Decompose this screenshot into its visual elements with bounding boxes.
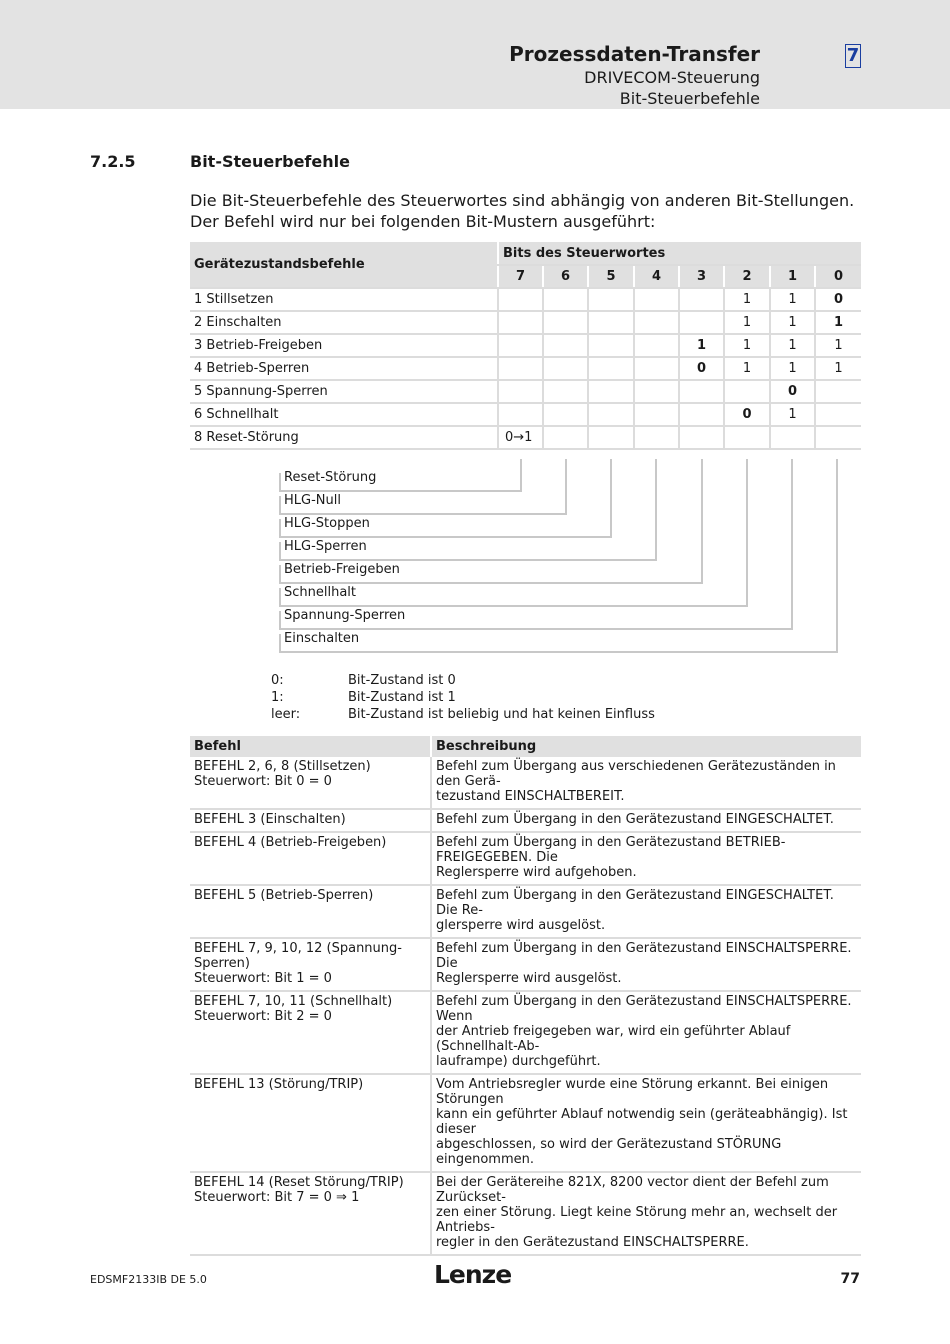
command-name: BEFEHL 3 (Einschalten) [190, 809, 431, 832]
bit-column-header: 5 [588, 265, 634, 288]
command-row [190, 938, 861, 991]
page-title: Prozessdaten-Transfer [509, 42, 760, 66]
bit-cell: 1 [815, 334, 861, 357]
section-title: Bit-Steuerbefehle [190, 152, 350, 171]
bit-column-header: 4 [634, 265, 679, 288]
page-subtitle-2: Bit-Steuerbefehle [619, 89, 760, 108]
bit-cell: 1 [815, 357, 861, 380]
command-name: BEFEHL 7, 10, 11 (Schnellhalt) Steuerwort: Bit 2 = 0 [190, 991, 431, 1074]
page-subtitle-1: DRIVECOM-Steuerung [584, 68, 760, 87]
bit-column-header: 3 [679, 265, 724, 288]
command-description: Befehl zum Übergang aus verschiedenen Gerätezuständen in den Gerä- tezustand EINSCHALTBEREIT. [431, 757, 861, 809]
tree-label: HLG-Null [284, 493, 341, 508]
chapter-marker: 7 [846, 45, 860, 66]
tree-connector [280, 459, 837, 652]
bit-cell: 1 [770, 403, 815, 426]
bit-table-header-left: Gerätezustandsbefehle [190, 242, 498, 288]
bit-cell: 1 [770, 334, 815, 357]
command-table [190, 736, 861, 1256]
bit-column-header: 0 [815, 265, 861, 288]
command-description: Befehl zum Übergang in den Gerätezustand EINGESCHALTET. Die Re- glersperre wird ausgelöst. [431, 885, 861, 938]
legend-key: leer: [271, 707, 301, 722]
command-row [190, 809, 861, 832]
command-description: Bei der Gerätereihe 821X, 8200 vector dient der Befehl zum Zurückset- zen einer Störung. Liegt keine Störung mehr an, wechselt der Antriebs- regler in den Gerätezustand EINSCHALTSPERRE. [431, 1172, 861, 1255]
bit-cell: 1 [679, 334, 724, 357]
command-description: Befehl zum Übergang in den Gerätezustand BETRIEB-FREIGEGEBEN. Die Reglersperre wird aufgehoben. [431, 832, 861, 885]
command-name: BEFEHL 7, 9, 10, 12 (Spannung-Sperren) Steuerwort: Bit 1 = 0 [190, 938, 431, 991]
tree-label: Spannung-Sperren [284, 608, 406, 623]
legend-value: Bit-Zustand ist 1 [348, 690, 456, 705]
bit-cell: 0 [770, 380, 815, 403]
command-row [190, 832, 861, 885]
command-description: Befehl zum Übergang in den Gerätezustand EINGESCHALTET. [431, 809, 861, 832]
lenze-logo: Lenze [434, 1260, 512, 1289]
command-description: Befehl zum Übergang in den Gerätezustand EINSCHALTSPERRE. Die Reglersperre wird ausgelöst. [431, 938, 861, 991]
command-label: 4 Betrieb-Sperren [190, 357, 498, 380]
bit-cell: 1 [724, 357, 770, 380]
bit-column-header: 7 [498, 265, 543, 288]
command-label: 8 Reset-Störung [190, 426, 498, 449]
command-label: 5 Spannung-Sperren [190, 380, 498, 403]
command-label: 1 Stillsetzen [190, 288, 498, 311]
command-name: BEFEHL 4 (Betrieb-Freigeben) [190, 832, 431, 885]
bit-cell: 1 [815, 311, 861, 334]
bit-cell: 1 [770, 288, 815, 311]
command-name: BEFEHL 2, 6, 8 (Stillsetzen) Steuerwort: Bit 0 = 0 [190, 757, 431, 809]
command-name: BEFEHL 5 (Betrieb-Sperren) [190, 885, 431, 938]
tree-label: Betrieb-Freigeben [284, 562, 400, 577]
page-number: 77 [840, 1271, 860, 1287]
legend-value: Bit-Zustand ist 0 [348, 673, 456, 688]
command-description: Befehl zum Übergang in den Gerätezustand EINSCHALTSPERRE. Wenn der Antrieb freigegeben war, wird ein geführter Ablauf (Schnellhalt-Ab- lauframpe) durchgeführt. [431, 991, 861, 1074]
command-label: 6 Schnellhalt [190, 403, 498, 426]
bit-cell: 0 [724, 403, 770, 426]
bit-cell: 1 [724, 288, 770, 311]
bit-column-header: 2 [724, 265, 770, 288]
bit-table-header-right: Bits des Steuerwortes [498, 242, 861, 265]
command-name: BEFEHL 13 (Störung/TRIP) [190, 1074, 431, 1172]
legend-value: Bit-Zustand ist beliebig und hat keinen Einfluss [348, 707, 655, 722]
tree-label: Reset-Störung [284, 470, 377, 485]
tree-label: HLG-Sperren [284, 539, 367, 554]
bit-cell: 0→1 [498, 426, 543, 449]
legend-key: 0: [271, 673, 284, 688]
bit-cell: 0 [679, 357, 724, 380]
command-row [190, 757, 861, 809]
cmd-table-header-right: Beschreibung [431, 736, 861, 757]
bit-cell: 0 [815, 288, 861, 311]
command-row [190, 1074, 861, 1172]
bit-cell: 1 [770, 357, 815, 380]
bit-cell: 1 [724, 334, 770, 357]
intro-paragraph: Die Bit-Steuerbefehle des Steuerwortes sind abhängig von anderen Bit-Stellungen. Der Befehl wird nur bei folgenden Bit-Mustern ausgeführt: [190, 191, 855, 231]
tree-label: Schnellhalt [284, 585, 357, 600]
command-description: Vom Antriebsregler wurde eine Störung erkannt. Bei einigen Störungen kann ein geführter Ablauf notwendig sein (geräteabhängig). Ist dieser abgeschlossen, so wird der Gerätezustand STÖRUNG eingenommen. [431, 1074, 861, 1172]
command-label: 2 Einschalten [190, 311, 498, 334]
command-row [190, 991, 861, 1074]
bit-column-header: 6 [543, 265, 588, 288]
cmd-table-header-left: Befehl [190, 736, 431, 757]
section-number: 7.2.5 [90, 152, 136, 171]
command-label: 3 Betrieb-Freigeben [190, 334, 498, 357]
tree-label: Einschalten [284, 631, 360, 646]
legend-key: 1: [271, 690, 284, 705]
command-row [190, 1172, 861, 1255]
bit-cell: 1 [724, 311, 770, 334]
command-name: BEFEHL 14 (Reset Störung/TRIP) Steuerwort: Bit 7 = 0 ⇒ 1 [190, 1172, 431, 1255]
tree-label: HLG-Stoppen [284, 516, 370, 531]
bit-cell: 1 [770, 311, 815, 334]
bit-column-header: 1 [770, 265, 815, 288]
document-id: EDSMF2133IB DE 5.0 [90, 1273, 207, 1286]
command-row [190, 885, 861, 938]
